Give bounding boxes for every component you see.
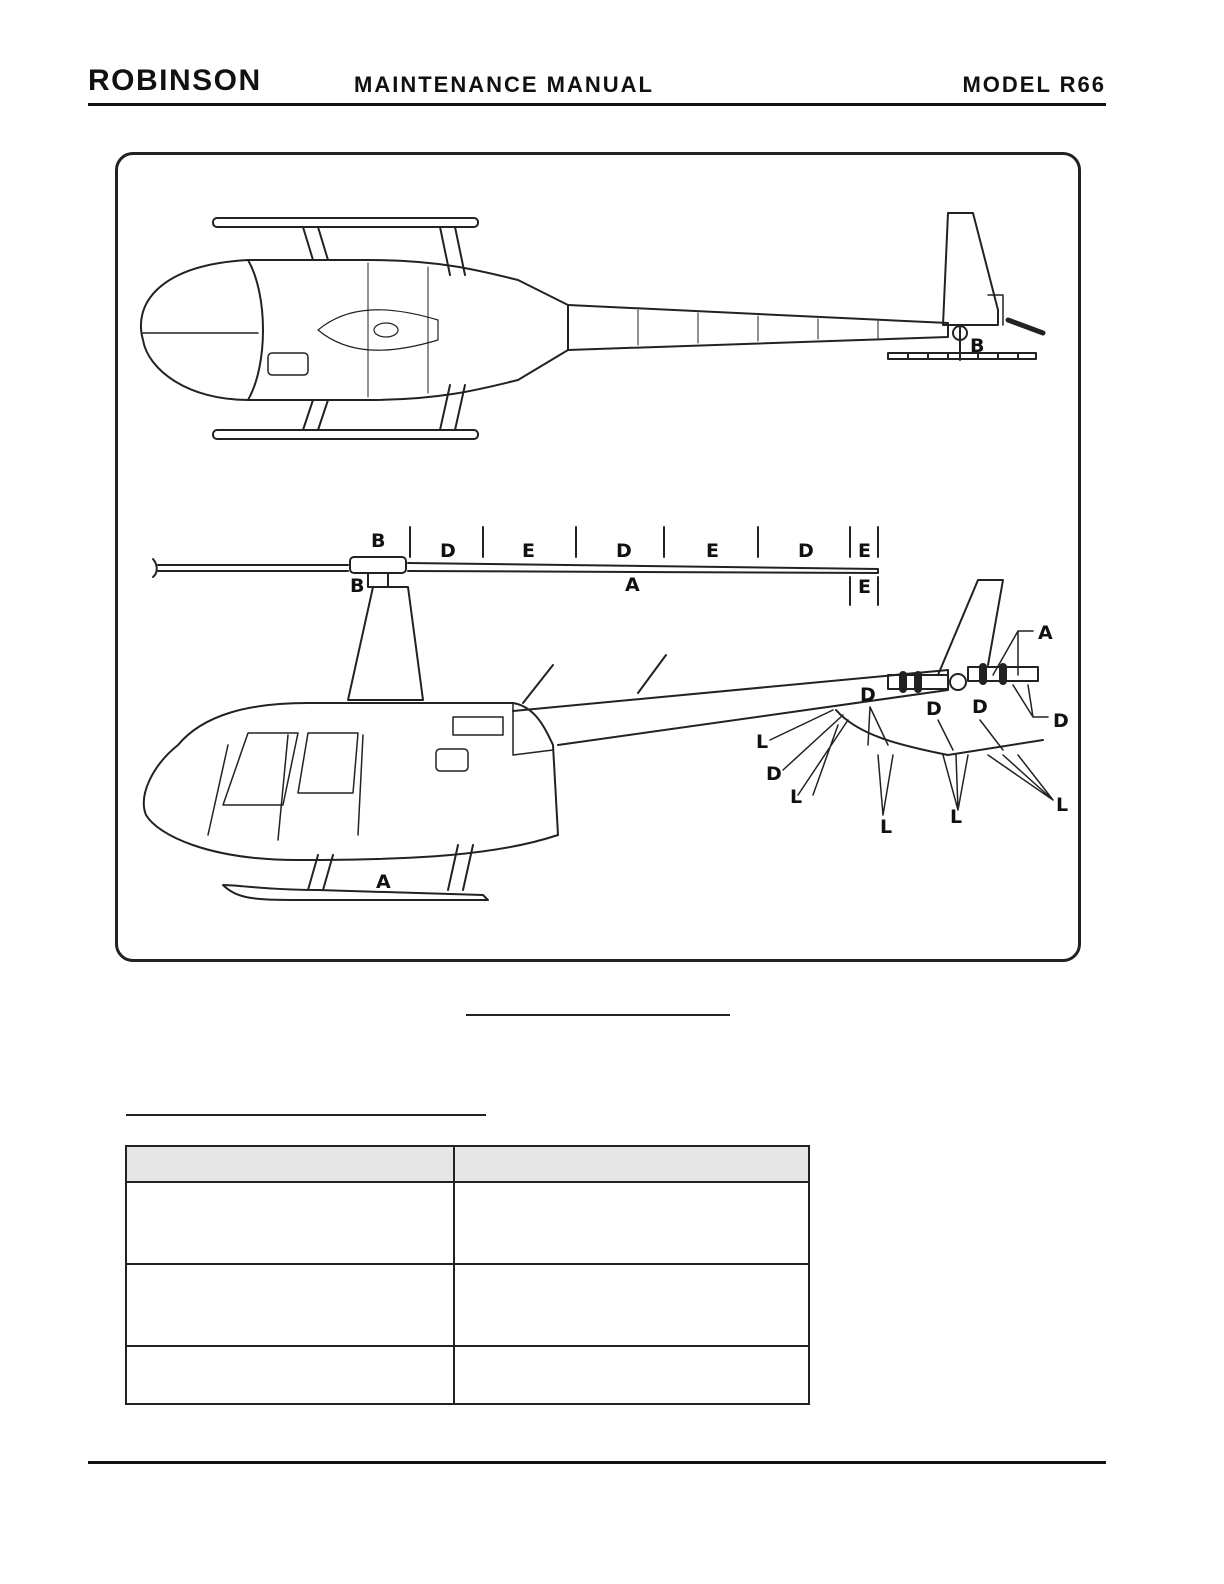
label-d: D (766, 763, 782, 785)
top-view (141, 213, 1043, 439)
helicopter-figure (115, 152, 1081, 962)
section-heading-rule (126, 1114, 486, 1116)
table-cell (454, 1264, 809, 1346)
window-rear (298, 733, 358, 793)
table-cell (126, 1346, 454, 1404)
label-d: D (926, 698, 942, 720)
table-header-cell (454, 1146, 809, 1182)
label-e: E (858, 540, 871, 562)
mast (368, 573, 388, 587)
manual-title: MAINTENANCE MANUAL (354, 72, 654, 97)
label-l: L (950, 806, 963, 828)
window (268, 353, 308, 375)
skid-top (213, 218, 478, 227)
spec-table (125, 1145, 810, 1405)
label-b: B (371, 530, 386, 552)
canopy-line (248, 260, 263, 400)
label-d: D (616, 540, 632, 562)
fuselage-side (144, 703, 558, 860)
tail-rotor-blade (1008, 320, 1043, 333)
footer-rule (88, 1461, 1106, 1464)
label-d: D (1053, 710, 1069, 732)
page-header (88, 64, 1106, 108)
table-cell (126, 1264, 454, 1346)
cross-tube (303, 400, 328, 430)
table-cell (454, 1182, 809, 1264)
table-row (126, 1182, 809, 1264)
fuselage-top (141, 260, 568, 400)
label-b: B (970, 335, 985, 357)
label-d: D (798, 540, 814, 562)
header-rule (88, 103, 1106, 106)
table-header-row (126, 1146, 809, 1182)
label-a: A (625, 574, 640, 596)
tail-rotor-hub-side (950, 674, 966, 690)
model-name: MODEL R66 (962, 72, 1106, 97)
brand-name: ROBINSON (88, 64, 262, 97)
table-cell (454, 1346, 809, 1404)
cross-tube (303, 227, 328, 260)
label-l: L (880, 816, 893, 838)
label-e: E (522, 540, 535, 562)
main-rotor-blade-right (408, 563, 878, 573)
label-d: D (860, 684, 876, 706)
label-a: A (376, 871, 391, 893)
tail-rotor-blade (888, 353, 1036, 359)
engine-cowl (348, 587, 423, 700)
leader-lines (770, 707, 1053, 815)
table-cell (126, 1182, 454, 1264)
vertical-fin-top (943, 213, 998, 325)
skid-bottom (213, 430, 478, 439)
vertical-fin-side (938, 580, 1003, 675)
side-view (144, 527, 1069, 900)
main-rotor-hub (350, 557, 406, 573)
label-l: L (756, 731, 769, 753)
label-l: L (1056, 794, 1069, 816)
helicopter-drawing (118, 155, 1078, 959)
vent (453, 717, 503, 735)
antenna (523, 655, 666, 703)
figure-caption-rule (466, 1014, 730, 1016)
label-a: A (1038, 622, 1053, 644)
label-d: D (440, 540, 456, 562)
table-row (126, 1346, 809, 1404)
label-d: D (972, 696, 988, 718)
side-window (436, 749, 468, 771)
main-rotor-blade-left (158, 565, 348, 571)
table-row (126, 1264, 809, 1346)
label-l: L (790, 786, 803, 808)
label-e: E (706, 540, 719, 562)
table-header-cell (126, 1146, 454, 1182)
label-e: E (858, 576, 871, 598)
label-b: B (350, 575, 365, 597)
